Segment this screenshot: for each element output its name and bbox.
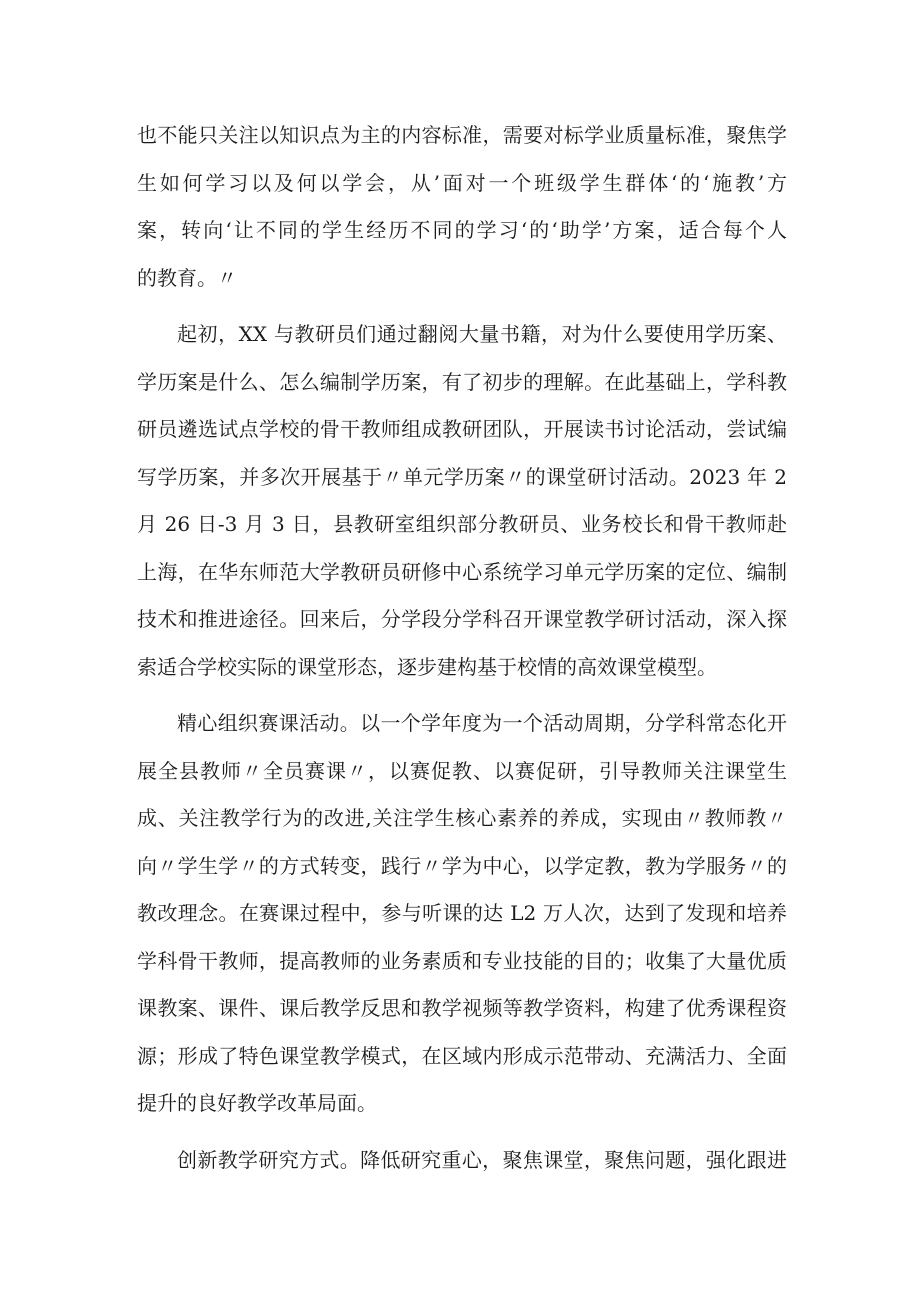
paragraph-research-innovation [137, 1137, 787, 1185]
text-line: 课教案、课件、课后教学反思和教学视频等教学资料，构建了优秀课程资 [137, 996, 787, 1020]
text-line: 上海，在华东师范大学教研员研修中心系统学习单元学历案的定位、编制 [137, 559, 787, 584]
text-line: 索适合学校实际的课堂形态，逐步建构基于校情的高效课堂模型。 [137, 654, 717, 679]
text-line: 生如何学习以及何以学会，从’面对一个班级学生群体‘的‘施教’方 [137, 170, 787, 195]
text-line: 案，转向‘让不同的学生经历不同的学习‘的‘助学’方案，适合每个人 [137, 218, 787, 242]
text-line: 写学历案，并多次开展基于〃单元学历案〃的课堂研讨活动。2023 年 2 [137, 464, 787, 489]
text-line: 也不能只关注以知识点为主的内容标准，需要对标学业质量标准，聚焦学 [137, 123, 787, 147]
text-line: 技术和推进途径。回来后，分学段分学科召开课堂教学研讨活动，深入探 [137, 607, 787, 631]
text-line: 的教育。〃 [137, 265, 237, 290]
text-line: 展全县教师〃全员赛课〃，以赛促教、以赛促研，引导教师关注课堂生 [137, 758, 787, 783]
paragraph-initial-exploration [137, 311, 787, 691]
text-line: 创新教学研究方式。降低研究重心，聚焦课堂，聚焦问题，强化跟进 [177, 1147, 787, 1172]
text-line: 学科骨干教师，提高教师的业务素质和专业技能的目的；收集了大量优质 [137, 948, 787, 973]
text-line: 成、关注教学行为的改进,关注学生核心素养的养成，实现由〃教师教〃 [137, 806, 787, 830]
paragraph-lesson-competition [137, 700, 787, 1128]
text-line: 源；形成了特色课堂教学模式，在区域内形成示范带动、充满活力、全面 [137, 1043, 787, 1068]
document-body [137, 112, 787, 1184]
text-line: 教改理念。在赛课过程中，参与听课的达 L2 万人次，达到了发现和培养 [137, 901, 787, 925]
text-line: 研员遴选试点学校的骨干教师组成教研团队，开展读书讨论活动，尝试编 [137, 417, 787, 441]
text-line: 精心组织赛课活动。以一个学年度为一个活动周期，分学科常态化开 [177, 711, 787, 735]
text-line: 月 26 日-3 月 3 日，县教研室组织部分教研员、业务校长和骨干教师赴 [137, 512, 787, 536]
text-line: 向〃学生学〃的方式转变，践行〃学为中心，以学定教，教为学服务〃的 [137, 853, 787, 878]
text-line: 学历案是什么、怎么编制学历案，有了初步的理解。在此基础上，学科教 [137, 369, 787, 394]
text-line: 提升的良好教学改革局面。 [137, 1091, 377, 1115]
paragraph-continuation [137, 112, 787, 302]
text-line: 起初，XX 与教研员们通过翻阅大量书籍，对为什么要使用学历案、 [177, 322, 787, 346]
